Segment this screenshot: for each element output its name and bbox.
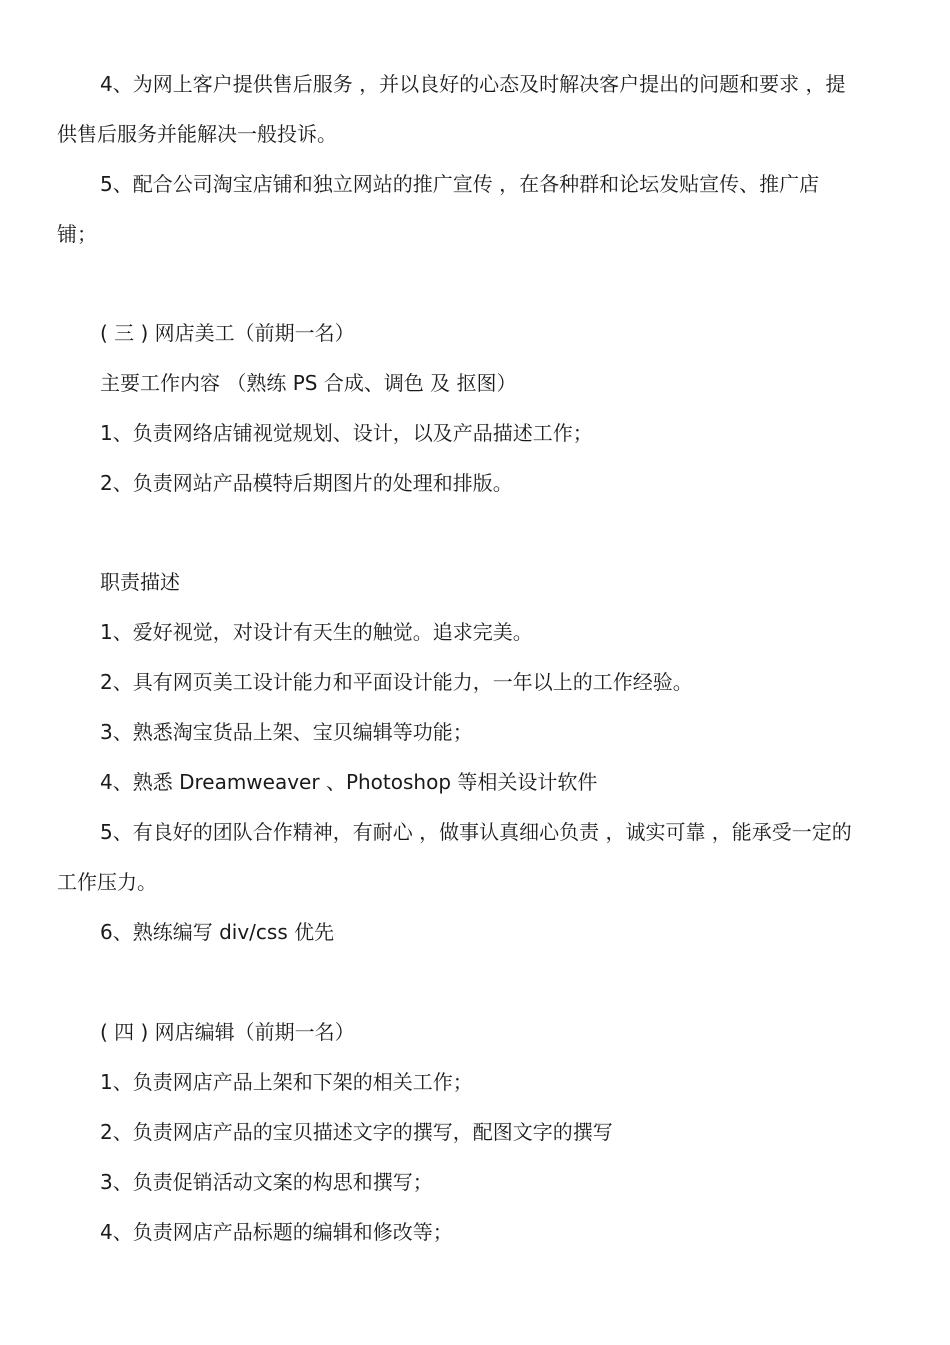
section-heading: ( 四 ) 网店编辑（前期一名） xyxy=(100,1020,355,1044)
paragraph-line: 4、负责网店产品标题的编辑和修改等； xyxy=(100,1220,453,1244)
paragraph-line: 2、负责网店产品的宝贝描述文字的撰写，配图文字的撰写 xyxy=(100,1120,613,1144)
paragraph-line: 铺； xyxy=(57,222,97,246)
subsection-heading: 职责描述 xyxy=(100,570,180,594)
paragraph-line: 供售后服务并能解决一般投诉。 xyxy=(57,122,337,146)
paragraph-line: 5、配合公司淘宝店铺和独立网站的推广宣传 ，在各种群和论坛发贴宣传、推广店 xyxy=(100,172,820,196)
section-heading: ( 三 ) 网店美工（前期一名） xyxy=(100,321,355,345)
paragraph-line: 1、负责网店产品上架和下架的相关工作； xyxy=(100,1070,473,1094)
paragraph-line: 3、负责促销活动文案的构思和撰写； xyxy=(100,1170,433,1194)
paragraph-line: 1、负责网络店铺视觉规划、设计，以及产品描述工作； xyxy=(100,421,593,445)
paragraph-line: 4、熟悉 Dreamweaver 、Photoshop 等相关设计软件 xyxy=(100,770,598,794)
paragraph-line: 2、负责网站产品模特后期图片的处理和排版。 xyxy=(100,471,513,495)
paragraph-line: 3、熟悉淘宝货品上架、宝贝编辑等功能； xyxy=(100,720,473,744)
paragraph-line: 2、具有网页美工设计能力和平面设计能力，一年以上的工作经验。 xyxy=(100,670,693,694)
paragraph-line: 工作压力。 xyxy=(57,870,157,894)
paragraph-line: 4、为网上客户提供售后服务 ，并以良好的心态及时解决客户提出的问题和要求 ，提 xyxy=(100,72,846,96)
paragraph-line: 主要工作内容 （熟练 PS 合成、调色 及 抠图） xyxy=(100,371,517,395)
paragraph-line: 5、有良好的团队合作精神，有耐心 ，做事认真细心负责 ，诚实可靠 ，能承受一定的 xyxy=(100,820,852,844)
paragraph-line: 1、爱好视觉，对设计有天生的触觉。追求完美。 xyxy=(100,620,533,644)
paragraph-line: 6、熟练编写 div/css 优先 xyxy=(100,920,335,944)
